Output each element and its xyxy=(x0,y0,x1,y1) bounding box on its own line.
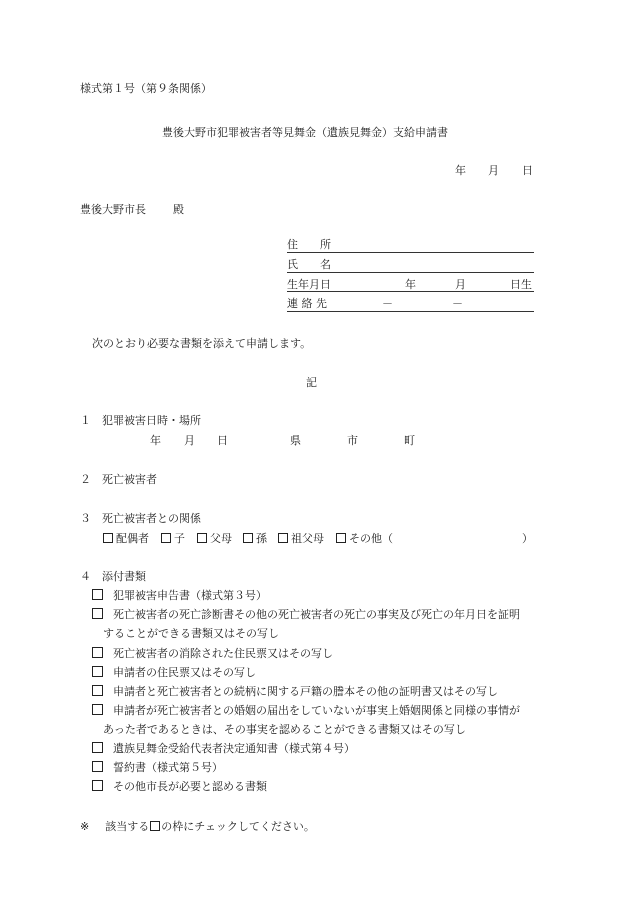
incident-town: 町 xyxy=(404,434,415,447)
option-label: 子 xyxy=(174,532,185,545)
option-label: 祖父母 xyxy=(291,532,324,545)
section-4-heading: ４ 添付書類 xyxy=(80,570,146,583)
attachment-label: 死亡被害者の死亡診断書その他の死亡被害者の死亡の事実及び死亡の年月日を証明 xyxy=(113,608,520,621)
checkbox-icon[interactable] xyxy=(92,685,103,696)
attachment-label: その他市長が必要と認める書類 xyxy=(113,780,267,793)
date-day: 日 xyxy=(522,164,533,177)
checkbox-icon[interactable] xyxy=(336,533,346,543)
checkbox-icon[interactable] xyxy=(92,589,103,600)
contact-label: 連 絡 先 xyxy=(287,297,327,310)
section-1-heading: １ 犯罪被害日時・場所 xyxy=(80,414,201,427)
attachment-item[interactable] xyxy=(92,666,256,680)
attachment-item-continuation: することができる書類又はその写し xyxy=(103,627,279,640)
attachment-label: 死亡被害者の消除された住民票又はその写し xyxy=(113,647,333,660)
form-title: 豊後大野市犯罪被害者等見舞金（遺族見舞金）支給申請書 xyxy=(162,126,448,139)
section-2-heading: ２ 死亡被害者 xyxy=(80,473,157,486)
relationship-option-parents[interactable] xyxy=(197,532,232,546)
attachment-item[interactable] xyxy=(92,685,498,699)
attachment-item-continuation: あった者であるときは、その事実を認めることができる書類又はその写し xyxy=(103,723,466,736)
incident-month: 月 xyxy=(184,434,195,447)
checkbox-icon[interactable] xyxy=(92,666,103,677)
attachment-label: 犯罪被害申告書（様式第３号） xyxy=(113,589,267,602)
checkbox-icon[interactable] xyxy=(103,533,113,543)
note-mark: ※ xyxy=(80,820,90,833)
contact-dash-1: － xyxy=(382,297,393,310)
name-field-line[interactable] xyxy=(287,272,534,273)
attachment-label: 申請者の住民票又はその写し xyxy=(113,666,256,679)
name-label: 氏 名 xyxy=(287,258,331,271)
birth-label: 生年月日 xyxy=(287,278,331,291)
option-label: 配偶者 xyxy=(116,532,149,545)
other-close-paren: ） xyxy=(522,532,533,545)
relationship-option-grandparents[interactable] xyxy=(278,532,324,546)
address-field-line[interactable] xyxy=(287,252,534,253)
honorific: 殿 xyxy=(173,203,184,216)
checkbox-icon[interactable] xyxy=(92,742,103,753)
section-3-heading: ３ 死亡被害者との関係 xyxy=(80,512,201,525)
attachment-item[interactable] xyxy=(92,647,333,661)
checkbox-icon[interactable] xyxy=(161,533,171,543)
checkbox-icon[interactable] xyxy=(243,533,253,543)
relationship-option-other[interactable] xyxy=(336,532,393,546)
ki-heading: 記 xyxy=(306,376,317,389)
addressee: 豊後大野市長 xyxy=(80,203,146,216)
checkbox-icon[interactable] xyxy=(197,533,207,543)
attachment-item[interactable] xyxy=(92,780,267,794)
relationship-option-spouse[interactable] xyxy=(103,532,149,546)
relationship-option-grandchild[interactable] xyxy=(243,532,267,546)
attachment-item[interactable] xyxy=(92,704,520,718)
checkbox-icon xyxy=(150,821,160,831)
contact-dash-2: － xyxy=(452,297,463,310)
intro-text: 次のとおり必要な書類を添えて申請します。 xyxy=(92,337,312,350)
note-text-before: 該当する xyxy=(105,820,150,833)
option-label: 父母 xyxy=(210,532,232,545)
checkbox-icon[interactable] xyxy=(278,533,288,543)
birth-year: 年 xyxy=(405,278,416,291)
note-text-after: の枠にチェックしてください。 xyxy=(161,820,315,833)
birth-day: 日生 xyxy=(510,278,532,291)
attachment-item[interactable] xyxy=(92,589,267,603)
option-label: その他（ xyxy=(349,532,393,545)
option-label: 孫 xyxy=(256,532,267,545)
incident-day: 日 xyxy=(217,434,228,447)
attachment-item[interactable] xyxy=(92,742,355,756)
address-label: 住 所 xyxy=(287,238,331,251)
relationship-option-child[interactable] xyxy=(161,532,185,546)
checkbox-icon[interactable] xyxy=(92,608,103,619)
contact-field-line[interactable] xyxy=(287,311,534,312)
checkbox-icon[interactable] xyxy=(92,780,103,791)
checkbox-note xyxy=(80,820,315,834)
attachment-label: 遺族見舞金受給代表者決定通知書（様式第４号） xyxy=(113,742,355,755)
checkbox-icon[interactable] xyxy=(92,761,103,772)
date-month: 月 xyxy=(488,164,499,177)
date-year: 年 xyxy=(455,164,466,177)
attachment-label: 誓約書（様式第５号） xyxy=(113,761,223,774)
attachment-label: 申請者と死亡被害者との続柄に関する戸籍の謄本その他の証明書又はその写し xyxy=(113,685,498,698)
form-number-label: 様式第１号（第９条関係） xyxy=(80,82,212,95)
attachment-label: 申請者が死亡被害者との婚姻の届出をしていないが事実上婚姻関係と同様の事情が xyxy=(113,704,520,717)
attachment-item[interactable] xyxy=(92,761,223,775)
birth-month: 月 xyxy=(455,278,466,291)
attachment-item[interactable] xyxy=(92,608,520,622)
incident-prefecture: 県 xyxy=(290,434,301,447)
incident-year: 年 xyxy=(150,434,161,447)
checkbox-icon[interactable] xyxy=(92,704,103,715)
checkbox-icon[interactable] xyxy=(92,647,103,658)
birth-field-line[interactable] xyxy=(287,291,534,292)
incident-city: 市 xyxy=(347,434,358,447)
